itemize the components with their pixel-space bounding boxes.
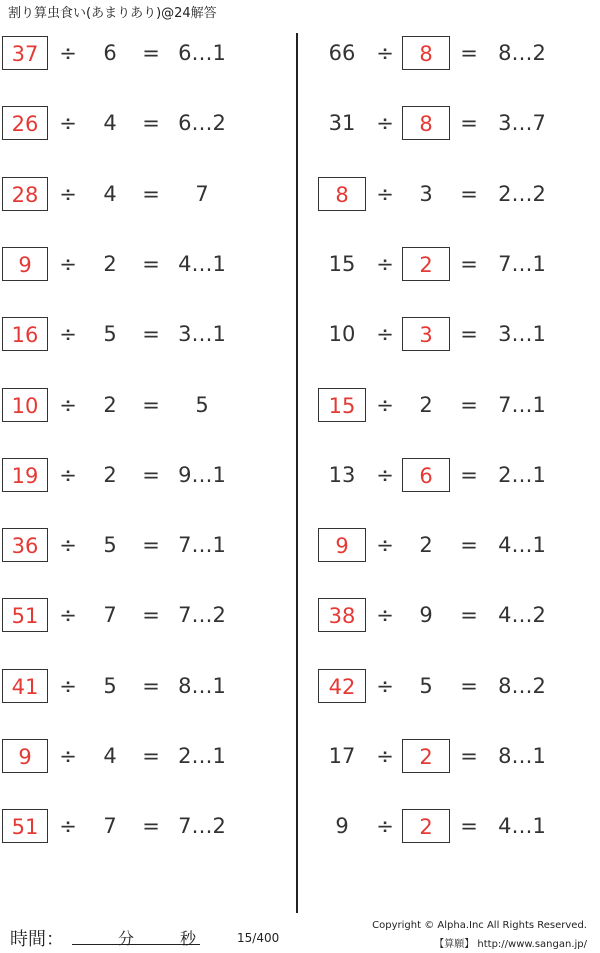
problem-row (298, 440, 600, 510)
problem-row (298, 791, 600, 861)
quotient-remainder: 4…1 (498, 814, 546, 839)
equals-sign: = (142, 533, 160, 558)
divisor: 5 (103, 533, 117, 558)
page-count: 15/400 (237, 931, 280, 945)
quotient-remainder: 3…1 (498, 322, 546, 347)
problem-row (0, 299, 296, 369)
dividend: 31 (328, 111, 356, 136)
equals-sign: = (460, 251, 478, 276)
site-url[interactable]: 【算願】 http://www.sangan.jp/ (434, 939, 587, 950)
quotient-remainder: 7…1 (498, 251, 546, 276)
divisor: 6 (103, 41, 117, 65)
equals-sign: = (460, 111, 478, 136)
quotient-remainder: 6…1 (178, 41, 226, 65)
divisor: 5 (103, 673, 117, 698)
problem-row (0, 510, 296, 580)
problem-row (298, 159, 600, 229)
divisor: 4 (103, 744, 117, 768)
minutes-label: 分 (118, 929, 135, 948)
equals-sign: = (142, 41, 160, 65)
dividend-answer-box[interactable]: 19 (2, 458, 48, 492)
divisor: 2 (419, 533, 433, 558)
divide-sign: ÷ (376, 392, 394, 417)
quotient-remainder: 7 (195, 181, 209, 206)
divisor: 5 (419, 673, 433, 698)
divide-sign: ÷ (376, 322, 394, 347)
problem-row (298, 580, 600, 650)
quotient-remainder: 4…1 (178, 251, 226, 276)
divisor: 2 (103, 251, 117, 276)
divide-sign: ÷ (376, 41, 394, 65)
problem-row (0, 370, 296, 440)
quotient-remainder: 7…1 (498, 392, 546, 417)
divide-sign: ÷ (59, 462, 77, 487)
dividend-answer-box[interactable]: 16 (2, 317, 48, 351)
quotient-remainder: 8…2 (498, 673, 546, 698)
problem-row (0, 791, 296, 861)
quotient-remainder: 3…1 (178, 322, 226, 347)
copyright-text: Copyright © Alpha.Inc All Rights Reserved. (372, 920, 587, 931)
seconds-label: 秒 (180, 929, 197, 948)
dividend-answer-box[interactable]: 51 (2, 809, 48, 843)
problem-row (0, 229, 296, 299)
divide-sign: ÷ (59, 251, 77, 276)
quotient-remainder: 7…2 (178, 603, 226, 628)
equals-sign: = (460, 181, 478, 206)
dividend-answer-box[interactable]: 38 (318, 598, 366, 632)
dividend-answer-box[interactable]: 36 (2, 528, 48, 562)
problem-row (0, 580, 296, 650)
equals-sign: = (142, 322, 160, 347)
worksheet-title: 割り算虫食い(あまりあり)@24解答 (8, 6, 217, 21)
quotient-remainder: 5 (195, 392, 209, 417)
dividend-answer-box[interactable]: 37 (2, 36, 48, 70)
divisor: 3 (419, 181, 433, 206)
divide-sign: ÷ (376, 673, 394, 698)
divide-sign: ÷ (59, 181, 77, 206)
dividend: 10 (328, 322, 356, 347)
problem-row (298, 299, 600, 369)
dividend-answer-box[interactable]: 42 (318, 669, 366, 703)
quotient-remainder: 8…1 (498, 744, 546, 768)
dividend-answer-box[interactable]: 9 (2, 247, 48, 281)
dividend-answer-box[interactable]: 10 (2, 388, 48, 422)
quotient-remainder: 7…1 (178, 533, 226, 558)
divide-sign: ÷ (376, 111, 394, 136)
equals-sign: = (460, 322, 478, 347)
equals-sign: = (142, 181, 160, 206)
quotient-remainder: 4…1 (498, 533, 546, 558)
divisor: 5 (103, 322, 117, 347)
quotient-remainder: 8…2 (498, 41, 546, 65)
dividend-answer-box[interactable]: 51 (2, 598, 48, 632)
divide-sign: ÷ (376, 744, 394, 768)
problem-row (298, 510, 600, 580)
divide-sign: ÷ (376, 181, 394, 206)
equals-sign: = (142, 814, 160, 839)
divisor: 4 (103, 181, 117, 206)
divisor: 7 (103, 603, 117, 628)
equals-sign: = (142, 744, 160, 768)
equals-sign: = (460, 533, 478, 558)
divisor: 2 (103, 462, 117, 487)
quotient-remainder: 7…2 (178, 814, 226, 839)
divide-sign: ÷ (59, 533, 77, 558)
divisor: 7 (103, 814, 117, 839)
divide-sign: ÷ (59, 111, 77, 136)
divide-sign: ÷ (376, 603, 394, 628)
quotient-remainder: 6…2 (178, 111, 226, 136)
dividend-answer-box[interactable]: 9 (2, 739, 48, 773)
equals-sign: = (460, 814, 478, 839)
dividend-answer-box[interactable]: 41 (2, 669, 48, 703)
equals-sign: = (460, 603, 478, 628)
divisor: 2 (419, 392, 433, 417)
quotient-remainder: 2…1 (178, 744, 226, 768)
dividend: 15 (328, 251, 356, 276)
equals-sign: = (142, 603, 160, 628)
divisor-answer-box[interactable]: 6 (402, 458, 450, 492)
equals-sign: = (460, 392, 478, 417)
problem-row (0, 18, 296, 88)
divide-sign: ÷ (376, 533, 394, 558)
quotient-remainder: 2…1 (498, 462, 546, 487)
problem-row (0, 159, 296, 229)
dividend: 66 (328, 41, 356, 65)
problem-row (0, 721, 296, 791)
dividend: 9 (335, 814, 349, 839)
divide-sign: ÷ (59, 814, 77, 839)
dividend: 17 (328, 744, 356, 768)
divisor-answer-box[interactable]: 2 (402, 247, 450, 281)
problem-row (298, 651, 600, 721)
quotient-remainder: 8…1 (178, 673, 226, 698)
dividend: 13 (328, 462, 356, 487)
time-label: 時間： (10, 929, 64, 950)
quotient-remainder: 9…1 (178, 462, 226, 487)
divide-sign: ÷ (59, 603, 77, 628)
equals-sign: = (460, 41, 478, 65)
problem-row (0, 440, 296, 510)
divide-sign: ÷ (59, 41, 77, 65)
divisor-answer-box[interactable]: 3 (402, 317, 450, 351)
equals-sign: = (142, 673, 160, 698)
divisor-answer-box[interactable]: 8 (402, 36, 450, 70)
divide-sign: ÷ (59, 673, 77, 698)
equals-sign: = (142, 462, 160, 487)
dividend-answer-box[interactable]: 26 (2, 106, 48, 140)
equals-sign: = (460, 744, 478, 768)
problem-row (298, 18, 600, 88)
problem-row (298, 88, 600, 158)
divide-sign: ÷ (59, 744, 77, 768)
dividend-answer-box[interactable]: 8 (318, 177, 366, 211)
divide-sign: ÷ (376, 814, 394, 839)
divisor-answer-box[interactable]: 2 (402, 809, 450, 843)
equals-sign: = (142, 251, 160, 276)
divisor-answer-box[interactable]: 2 (402, 739, 450, 773)
problem-row (298, 721, 600, 791)
dividend-answer-box[interactable]: 28 (2, 177, 48, 211)
divisor: 4 (103, 111, 117, 136)
equals-sign: = (460, 673, 478, 698)
dividend-answer-box[interactable]: 15 (318, 388, 366, 422)
divisor: 2 (103, 392, 117, 417)
divisor-answer-box[interactable]: 8 (402, 106, 450, 140)
divide-sign: ÷ (59, 322, 77, 347)
equals-sign: = (142, 392, 160, 417)
equals-sign: = (460, 462, 478, 487)
problem-row (0, 88, 296, 158)
problem-row (298, 370, 600, 440)
quotient-remainder: 3…7 (498, 111, 546, 136)
equals-sign: = (142, 111, 160, 136)
divide-sign: ÷ (59, 392, 77, 417)
dividend-answer-box[interactable]: 9 (318, 528, 366, 562)
quotient-remainder: 4…2 (498, 603, 546, 628)
problem-row (0, 651, 296, 721)
divide-sign: ÷ (376, 251, 394, 276)
divide-sign: ÷ (376, 462, 394, 487)
divisor: 9 (419, 603, 433, 628)
quotient-remainder: 2…2 (498, 181, 546, 206)
problem-row (298, 229, 600, 299)
